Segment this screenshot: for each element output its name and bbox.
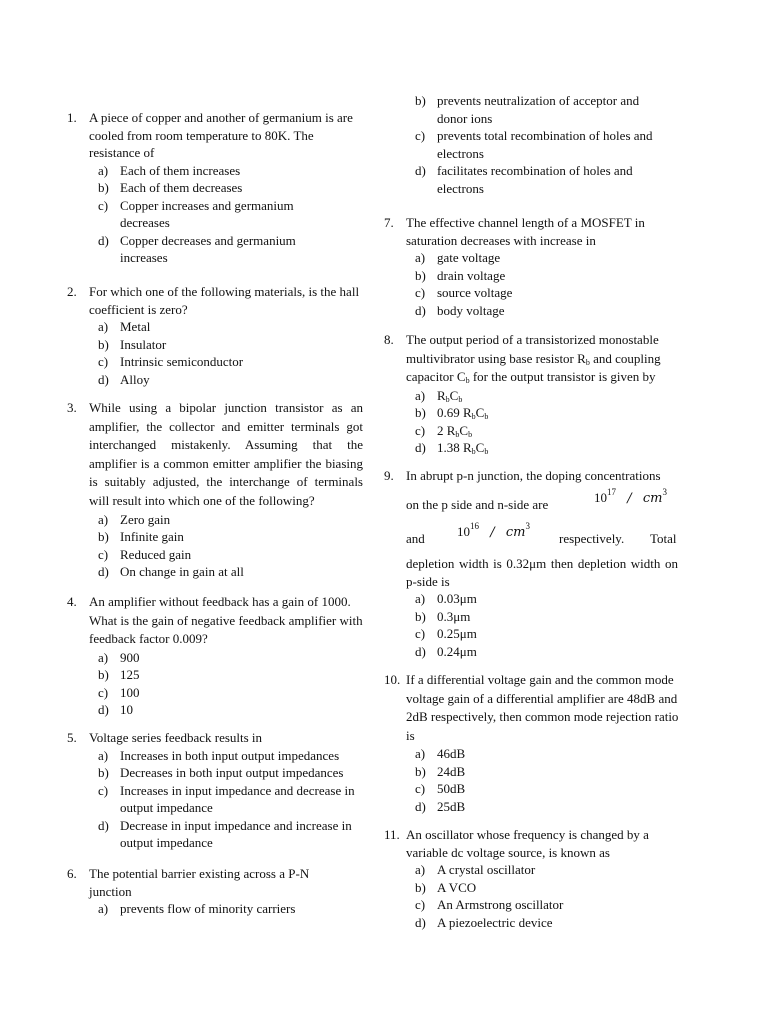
option-b[interactable] (415, 404, 680, 422)
option-label: a) (415, 746, 426, 761)
option-label: c) (415, 128, 426, 143)
option-label: c) (415, 422, 426, 438)
math-exponent: 3 (525, 521, 530, 531)
option-label: c) (415, 285, 426, 300)
question-text-part: and coupling capacitor C (406, 350, 661, 384)
option-text: 0.3μm (437, 608, 471, 624)
subscript: b (458, 394, 463, 404)
option-text: drain voltage (437, 267, 506, 283)
option-b[interactable] (98, 666, 363, 684)
option-text: C (475, 440, 485, 455)
option-a[interactable] (98, 747, 367, 765)
option-text: 1.38 R (437, 440, 472, 455)
math-unit: cm (642, 491, 663, 506)
math-unit: cm (505, 525, 526, 540)
question-text (406, 331, 680, 387)
option-text: On change in gain at all (120, 564, 244, 580)
option-text: A VCO (437, 879, 477, 895)
option-a[interactable] (415, 861, 680, 879)
question-number: 8. (384, 332, 394, 347)
option-text: C (475, 405, 485, 420)
option-label: a) (98, 319, 109, 334)
option-label: a) (98, 649, 109, 665)
question-text: An amplifier without feedback has a gain of 1000. What is the gain of negative feedback amplifier with feedback factor 0.009? (89, 594, 363, 646)
question-number: 7. (384, 215, 394, 230)
n-side-concentration (457, 523, 530, 542)
option-text: 2 R (437, 422, 456, 438)
option-list (384, 249, 680, 319)
math-slash: / (490, 525, 495, 540)
option-a[interactable] (415, 387, 680, 405)
option-text: Each of them increases (120, 162, 241, 178)
option-label: c) (98, 354, 109, 369)
option-list (67, 900, 363, 918)
option-label: b) (415, 879, 426, 895)
option-label: a) (415, 250, 426, 265)
option-a[interactable] (98, 900, 363, 918)
option-label: c) (415, 897, 426, 912)
subscript: b (468, 429, 473, 439)
option-label: b) (98, 529, 109, 545)
question-text: For which one of the following materials, is the hall coefficient is zero? (89, 284, 360, 317)
p-side-concentration (594, 489, 667, 508)
option-c[interactable] (98, 782, 367, 817)
subscript: b (484, 412, 489, 421)
option-list (67, 511, 363, 581)
question-5 (67, 729, 367, 852)
question-10 (384, 671, 680, 815)
option-label: b) (98, 667, 109, 682)
question-number: 4. (67, 594, 77, 609)
option-label: d) (415, 798, 426, 814)
option-label: d) (98, 702, 109, 717)
question-8 (384, 331, 680, 457)
option-list (67, 747, 367, 852)
option-label: d) (98, 232, 109, 248)
math-slash: / (627, 491, 632, 506)
option-a[interactable] (98, 649, 363, 667)
math-exponent: 17 (607, 487, 616, 497)
option-d[interactable] (415, 798, 680, 816)
option-text: R (437, 387, 446, 403)
option-text: 100 (120, 684, 140, 700)
option-label: a) (98, 901, 109, 916)
question-number: 10. (384, 672, 401, 687)
question-text-line-1: In abrupt p-n junction, the doping concentrations (406, 468, 661, 483)
option-text: A crystal oscillator (437, 862, 536, 877)
question-text: If a differential voltage gain and the common mode voltage gain of a differential amplifier are 48dB and 2dB respectively, then common mode rejection ratio is (406, 672, 679, 743)
option-label: b) (415, 763, 426, 779)
option-text: prevents total recombination of holes and electrons (437, 128, 653, 161)
option-a[interactable] (98, 511, 363, 529)
option-label: b) (415, 93, 426, 108)
subscript: b (465, 376, 470, 385)
option-a[interactable] (415, 249, 680, 267)
option-text: Metal (120, 319, 151, 334)
option-text: source voltage (437, 285, 513, 300)
subscript: b (484, 447, 489, 456)
option-list (67, 318, 363, 388)
option-text: Infinite gain (120, 529, 184, 545)
math-base: 10 (457, 524, 470, 539)
option-a[interactable] (415, 590, 705, 608)
option-label: c) (98, 684, 109, 700)
option-text: body voltage (437, 302, 505, 318)
option-d[interactable] (98, 232, 320, 267)
option-label: c) (98, 197, 109, 213)
question-text-part: for the output transistor is given by (469, 369, 656, 384)
option-label: b) (98, 765, 109, 780)
option-label: d) (415, 440, 426, 455)
subscript: b (471, 412, 476, 421)
option-text: A piezoelectric device (437, 914, 553, 930)
option-text: 24dB (437, 763, 466, 779)
question-text-respectively: respectively. (559, 531, 625, 546)
option-a[interactable] (98, 162, 363, 180)
option-text: 0.03μm (437, 591, 477, 606)
question-number: 9. (384, 468, 394, 483)
option-d[interactable] (415, 302, 680, 320)
option-label: d) (415, 302, 426, 318)
option-label: a) (415, 387, 426, 403)
option-text: 125 (120, 667, 140, 682)
option-d[interactable] (98, 563, 363, 581)
option-list (384, 745, 680, 815)
option-text: Copper increases and germanium decreases (120, 197, 294, 230)
math-exponent: 16 (470, 521, 479, 531)
option-label: c) (98, 546, 109, 562)
option-label: d) (98, 817, 109, 833)
option-label: b) (415, 405, 426, 420)
option-text: Intrinsic semiconductor (120, 354, 244, 369)
option-d[interactable] (415, 162, 665, 197)
option-text: 0.69 R (437, 405, 472, 420)
question-11 (384, 826, 680, 931)
option-b[interactable] (98, 336, 363, 354)
option-text: prevents neutralization of acceptor and donor ions (437, 93, 640, 126)
option-label: d) (415, 914, 426, 930)
option-text: Insulator (120, 336, 167, 352)
option-label: a) (415, 862, 426, 877)
option-text: C (459, 422, 469, 438)
option-label: a) (415, 591, 426, 606)
option-label: d) (98, 564, 109, 580)
question-3 (67, 399, 363, 581)
option-c[interactable] (98, 353, 363, 371)
option-c[interactable] (98, 684, 363, 702)
option-text: Copper decreases and germanium increases (120, 232, 296, 265)
option-label: b) (415, 267, 426, 283)
option-list (67, 649, 363, 719)
subscript: b (585, 357, 590, 367)
question-1 (67, 109, 363, 267)
option-text: 50dB (437, 781, 466, 796)
option-label: c) (415, 626, 426, 641)
option-text: Alloy (120, 371, 150, 387)
option-d[interactable] (415, 643, 705, 661)
option-list (67, 162, 363, 267)
math-exponent: 3 (662, 487, 667, 497)
question-text-part: The output period of a transistorized monostable multivibrator using base resistor R (406, 332, 659, 366)
option-b[interactable] (98, 528, 363, 546)
option-d[interactable] (98, 817, 367, 852)
option-c[interactable] (98, 546, 363, 564)
subscript: b (445, 394, 450, 404)
question-text-total: Total (650, 531, 677, 546)
option-b[interactable] (415, 267, 680, 285)
option-text: facilitates recombination of holes and electrons (437, 163, 633, 196)
option-text: gate voltage (437, 250, 501, 265)
question-2 (67, 283, 363, 388)
option-label: a) (98, 162, 109, 178)
option-text: Reduced gain (120, 546, 192, 562)
option-b[interactable] (415, 879, 680, 897)
question-text-line-4: depletion width is 0.32μm then depletion width on p-side is (406, 556, 678, 589)
question-text: While using a bipolar junction transistor as an amplifier, the collector and emitter terminals got interchanged mistakenly. Assuming that the amplifier is a common emitter amplifier the biasing is suitably adjusted, the interchange of terminals will result into which one of the following? (89, 400, 363, 508)
option-text: 25dB (437, 798, 466, 814)
question-text-line-2: on the p side and n-side are (406, 497, 549, 512)
option-a[interactable] (98, 318, 363, 336)
question-number: 3. (67, 400, 77, 415)
option-d[interactable] (98, 371, 363, 389)
option-d[interactable] (98, 701, 363, 719)
option-text: 46dB (437, 746, 466, 761)
question-text: The potential barrier existing across a P-N junction (89, 866, 310, 899)
option-list (384, 590, 705, 660)
question-6 (67, 865, 363, 918)
question-text: Voltage series feedback results in (89, 730, 263, 745)
question-number: 11. (384, 827, 400, 842)
option-label: c) (98, 782, 109, 798)
option-text: 10 (120, 702, 133, 717)
option-c[interactable] (415, 780, 680, 798)
option-list (384, 861, 680, 931)
option-list (384, 387, 680, 457)
option-text: Each of them decreases (120, 180, 243, 195)
option-label: b) (415, 608, 426, 624)
option-label: c) (415, 781, 426, 796)
option-text: 0.24μm (437, 643, 477, 659)
option-label: d) (415, 163, 426, 178)
option-a[interactable] (415, 745, 680, 763)
option-b[interactable] (98, 179, 363, 197)
option-text: An Armstrong oscillator (437, 897, 564, 912)
option-c[interactable] (98, 197, 320, 232)
option-text: prevents flow of minority carriers (120, 901, 296, 916)
option-c[interactable] (415, 127, 665, 162)
option-text: Decreases in both input output impedances (120, 765, 344, 780)
option-b[interactable] (98, 764, 367, 782)
subscript: b (471, 447, 476, 456)
option-d[interactable] (415, 914, 680, 932)
question-text: The effective channel length of a MOSFET in saturation decreases with increase in (406, 215, 645, 248)
question-text: A piece of copper and another of germanium is are cooled from room temperature to 80K. The resistance of (89, 110, 353, 160)
question-9 (384, 467, 680, 659)
question-7 (384, 214, 680, 319)
subscript: b (455, 429, 460, 439)
option-c[interactable] (415, 896, 680, 914)
option-d[interactable] (415, 439, 680, 457)
option-label: b) (98, 336, 109, 352)
option-label: b) (98, 180, 109, 195)
option-label: a) (98, 511, 109, 527)
option-label: d) (98, 371, 109, 387)
option-b[interactable] (415, 763, 680, 781)
option-c[interactable] (415, 422, 680, 440)
option-label: a) (98, 747, 109, 763)
option-label: d) (415, 643, 426, 659)
question-number: 6. (67, 866, 77, 881)
question-text: An oscillator whose frequency is changed by a variable dc voltage source, is known as (406, 827, 649, 860)
question-4 (67, 593, 363, 719)
option-b[interactable] (415, 608, 705, 626)
option-text: Increases in input impedance and decrease in output impedance (120, 782, 355, 815)
option-text: 900 (120, 649, 140, 665)
option-text: Zero gain (120, 511, 171, 527)
question-number: 2. (67, 284, 77, 299)
question-6-continued (415, 92, 665, 197)
option-text: 0.25μm (437, 626, 477, 641)
option-text: Decrease in input impedance and increase in output impedance (120, 817, 352, 850)
question-number: 5. (67, 730, 77, 745)
question-text-and: and (406, 531, 425, 546)
math-base: 10 (594, 490, 607, 505)
question-number: 1. (67, 110, 77, 125)
option-text: C (449, 387, 459, 403)
option-text: Increases in both input output impedances (120, 747, 340, 763)
option-c[interactable] (415, 625, 705, 643)
option-b[interactable] (415, 92, 665, 127)
option-c[interactable] (415, 284, 680, 302)
